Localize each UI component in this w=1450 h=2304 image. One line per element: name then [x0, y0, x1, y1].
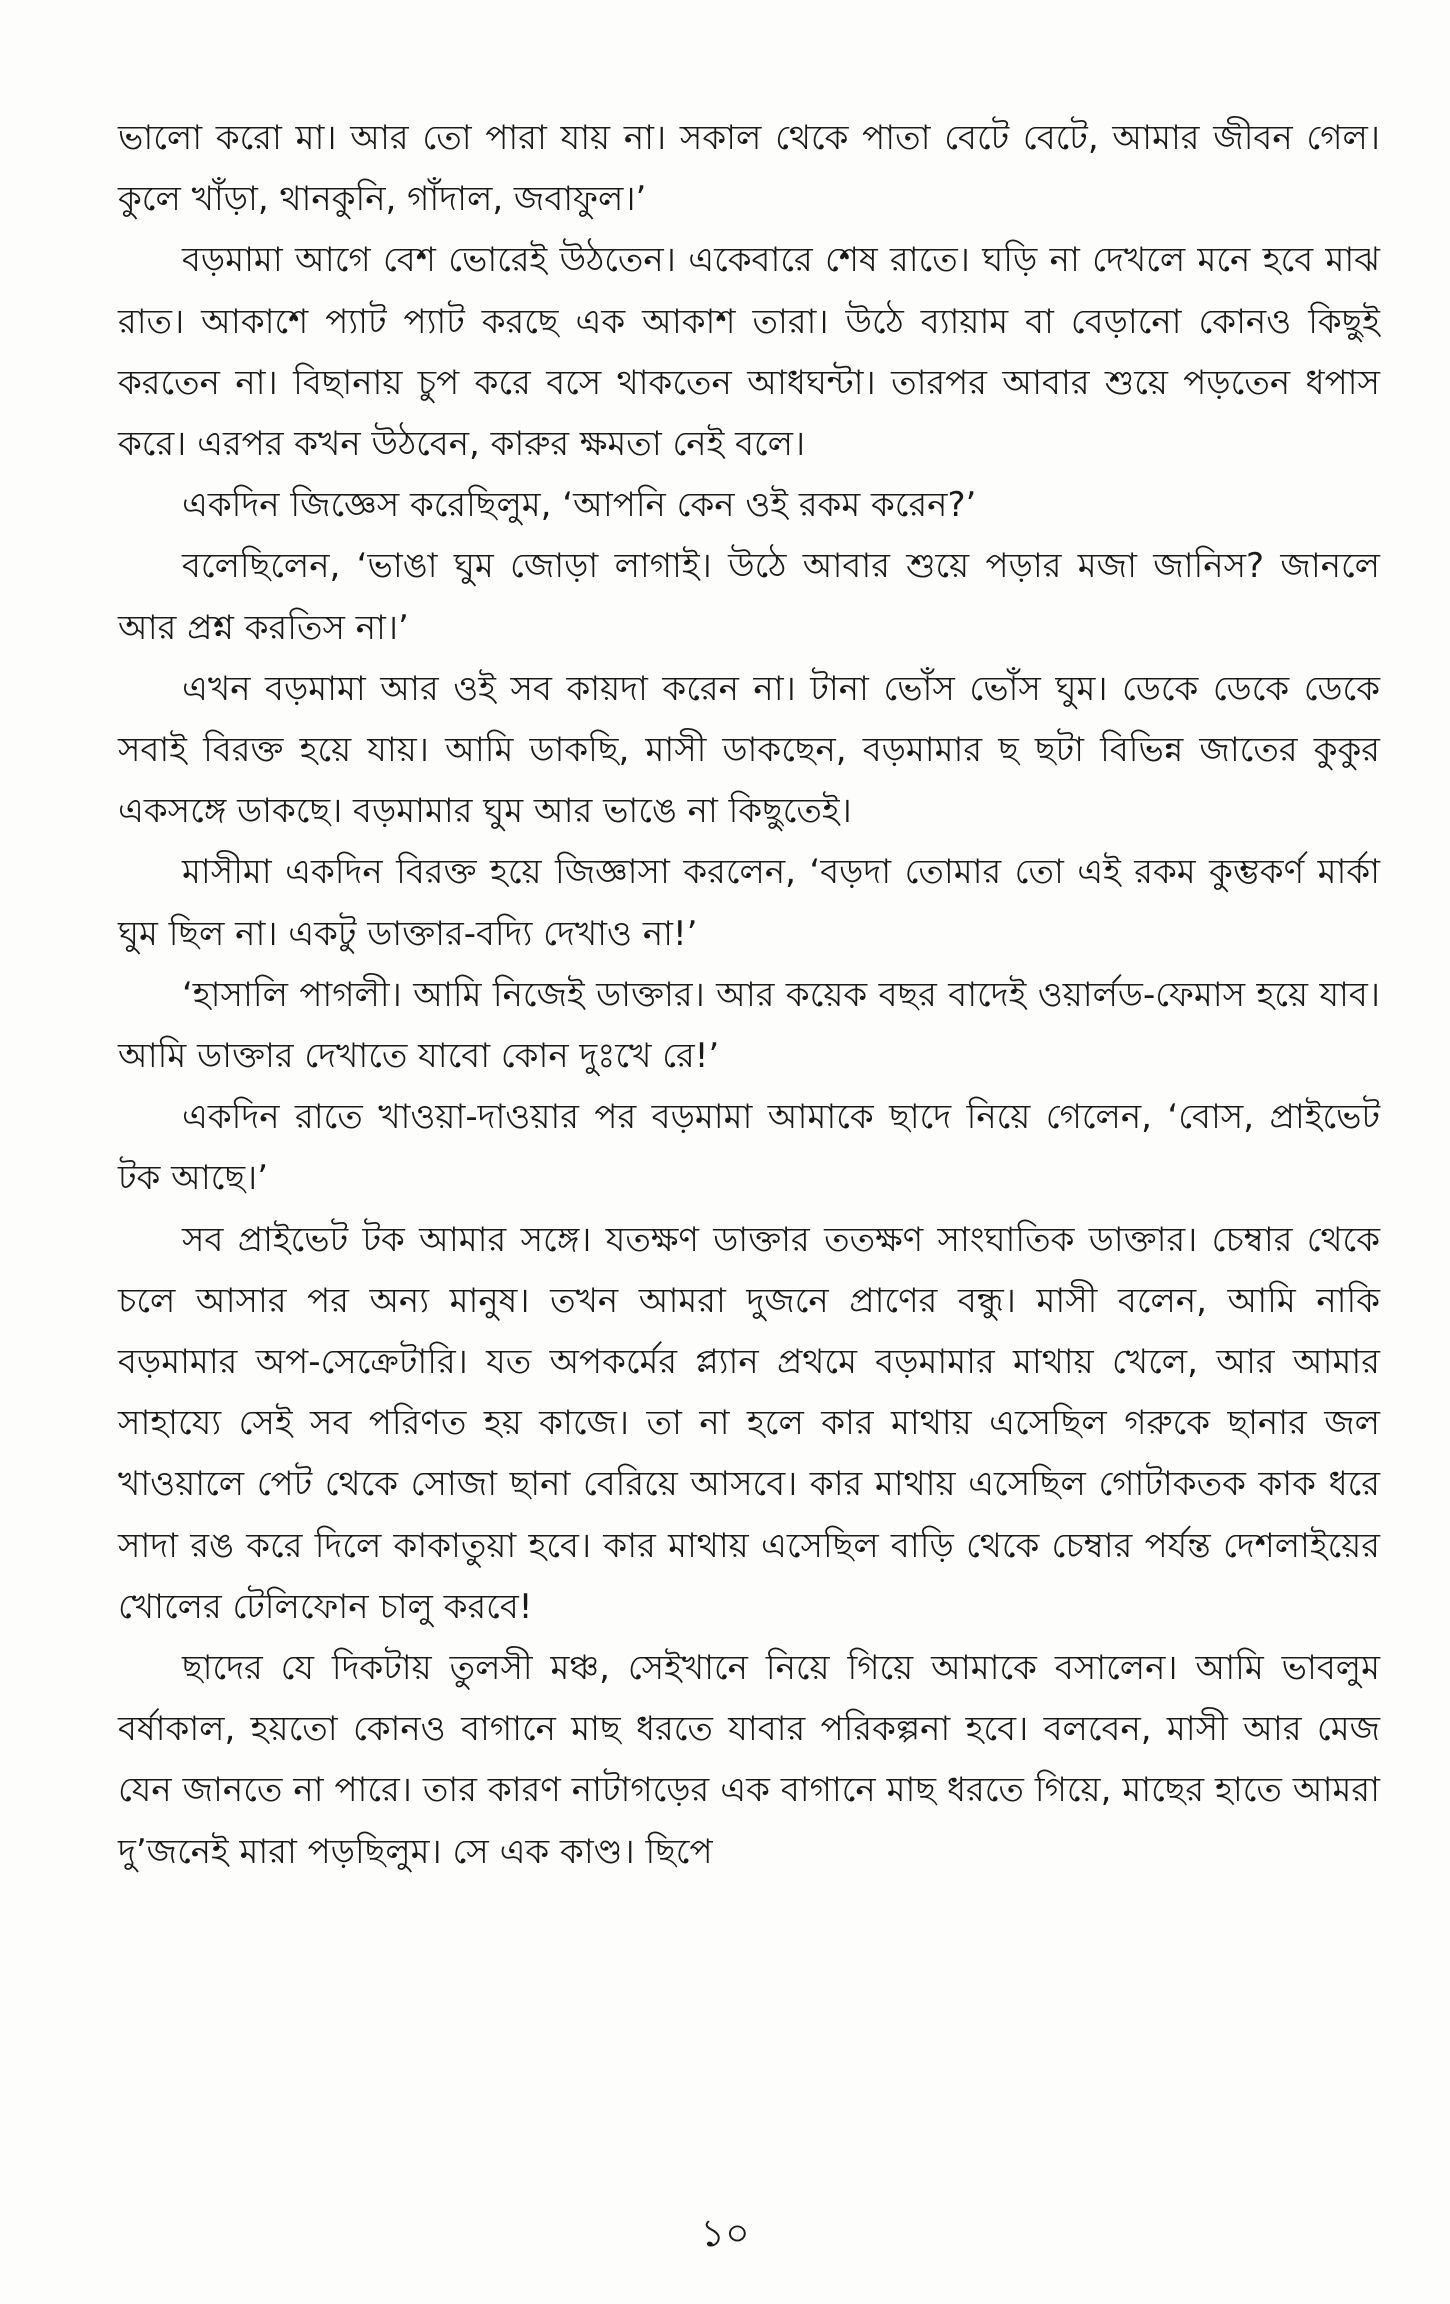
paragraph-1: ভালো করো মা। আর তো পারা যায় না। সকাল থেকে পাতা বেটে বেটে, আমার জীবন গেল। কুলে খাঁড়া, থানকুনি, গাঁদাল, জবাফুল।’: [118, 118, 1380, 220]
paragraph-10: ছাদের যে দিকটায় তুলসী মঞ্চ, সেইখানে নিয়ে গিয়ে আমাকে বসালেন। আমি ভাবলুম বর্ষাকাল, হয়তো কোনও বাগানে মাছ ধরতে যাবার পরিকল্পনা হবে। বলবেন, মাসী আর মেজ যেন জানতে না পারে। তার কারণ নাটাগড়ের এক বাগানে মাছ ধরতে গিয়ে, মাছের হাতে আমরা দু’জনেই মারা পড়ছিলুম। সে এক কাণ্ড। ছিপে: [118, 1648, 1380, 1872]
paragraph-3: একদিন জিজ্ঞেস করেছিলুম, ‘আপনি কেন ওই রকম করেন?’: [182, 485, 977, 526]
paragraph-7: ‘হাসালি পাগলী। আমি নিজেই ডাক্তার। আর কয়েক বছর বাদেই ওয়ার্লড-ফেমাস হয়ে যাব। আমি ডাক্তার দেখাতে যাবো কোন দুঃখে রে!’: [118, 974, 1380, 1077]
paragraph-5: এখন বড়মামা আর ওই সব কায়দা করেন না। টানা ভোঁস ভোঁস ঘুম। ডেকে ডেকে ডেকে সবাই বিরক্ত হয়ে যায়। আমি ডাকছি, মাসী ডাকছেন, বড়মামার ছ ছটা বিভিন্ন জাতের কুকুর একসঙ্গে ডাকছে। বড়মামার ঘুম আর ভাঙে না কিছুতেই।: [118, 668, 1380, 832]
paragraph-9: সব প্রাইভেট টক আমার সঙ্গে। যতক্ষণ ডাক্তার ততক্ষণ সাংঘাতিক ডাক্তার। চেম্বার থেকে চলে আসার পর অন্য মানুষ। তখন আমরা দুজনে প্রাণের বন্ধু। মাসী বলেন, আমি নাকি বড়মামার অপ-সেক্রেটারি। যত অপকর্মের প্ল্যান প্রথমে বড়মামার মাথায় খেলে, আর আমার সাহায্যে সেই সব পরিণত হয় কাজে। তা না হলে কার মাথায় এসেছিল গরুকে ছানার জল খাওয়ালে পেট থেকে সোজা ছানা বেরিয়ে আসবে। কার মাথায় এসেছিল গোটাকতক কাক ধরে সাদা রঙ করে দিলে কাকাতুয়া হবে। কার মাথায় এসেছিল বাড়ি থেকে চেম্বার পর্যন্ত দেশলাইয়ের খোলের টেলিফোন চালু করবে!: [118, 1219, 1380, 1627]
body-text: [118, 108, 1380, 1883]
paragraph-6: মাসীমা একদিন বিরক্ত হয়ে জিজ্ঞাসা করলেন, ‘বড়দা তোমার তো এই রকম কুম্ভকর্ণ মার্কা ঘুম ছিল না। একটু ডাক্তার-বদ্যি দেখাও না!’: [118, 852, 1380, 954]
paragraph-2: বড়মামা আগে বেশ ভোরেই উঠতেন। একেবারে শেষ রাতে। ঘড়ি না দেখলে মনে হবে মাঝ রাত। আকাশে প্যাট প্যাট করছে এক আকাশ তারা। উঠে ব্যায়াম বা বেড়ানো কোনও কিছুই করতেন না। বিছানায় চুপ করে বসে থাকতেন আধঘন্টা। তারপর আবার শুয়ে পড়তেন ধপাস করে। এরপর কখন উঠবেন, কারুর ক্ষমতা নেই বলে।: [118, 240, 1380, 465]
paragraph-8: একদিন রাতে খাওয়া-দাওয়ার পর বড়মামা আমাকে ছাদে নিয়ে গেলেন, ‘বোস, প্রাইভেট টক আছে।’: [118, 1097, 1380, 1199]
paragraph-4: বলেছিলেন, ‘ভাঙা ঘুম জোড়া লাগাই। উঠে আবার শুয়ে পড়ার মজা জানিস? জানলে আর প্রশ্ন করতিস না।’: [118, 546, 1380, 648]
page-number: ১০: [700, 2211, 750, 2255]
